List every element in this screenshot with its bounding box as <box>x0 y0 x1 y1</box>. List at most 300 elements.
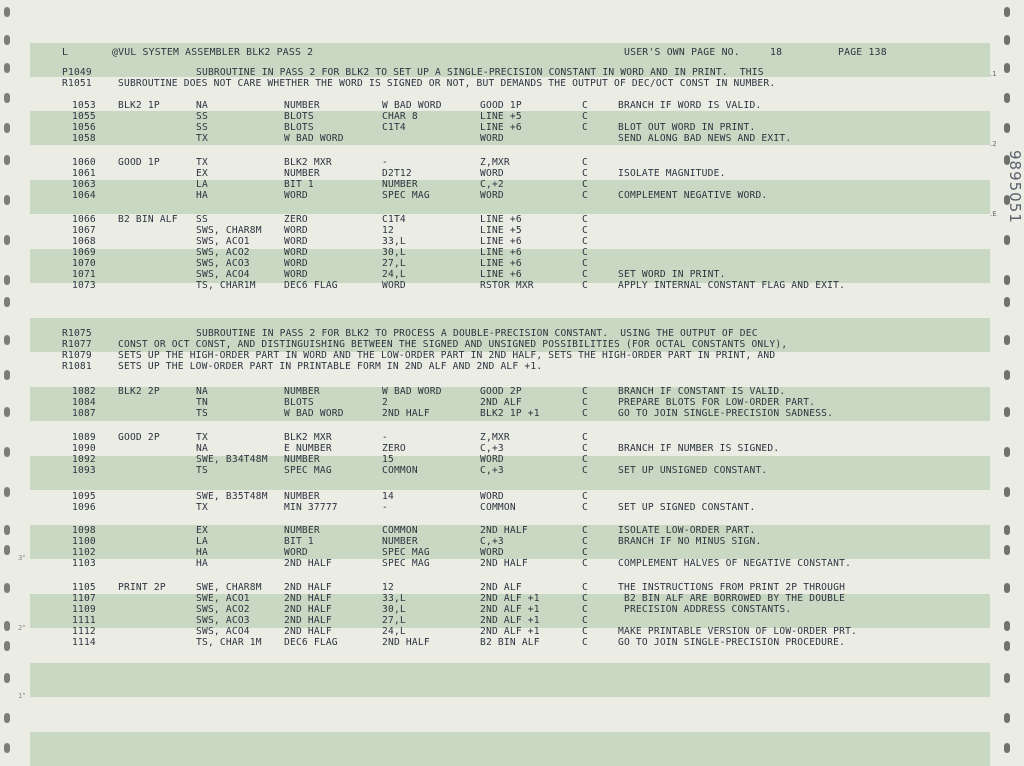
operation-field: TX <box>196 432 208 443</box>
line-number: 1070 <box>72 258 96 269</box>
operand-b: 2 <box>382 397 388 408</box>
control-flag: C <box>582 637 588 648</box>
operand-a: 2ND HALF <box>284 558 332 569</box>
operand-b: - <box>382 432 388 443</box>
operation-field: SWS, ACO3 <box>196 258 250 269</box>
operand-c: Z,MXR <box>480 432 510 443</box>
line-number: 1103 <box>72 558 96 569</box>
operand-a: NUMBER <box>284 100 320 111</box>
edge-mark: .2 <box>990 140 997 148</box>
operand-b: 14 <box>382 491 394 502</box>
operand-a: E NUMBER <box>284 443 332 454</box>
header-corner: L <box>62 47 69 58</box>
line-number: 1084 <box>72 397 96 408</box>
tractor-hole <box>1004 487 1010 497</box>
tractor-hole <box>1004 407 1010 417</box>
comment-text: SUBROUTINE IN PASS 2 FOR BLK2 TO SET UP A SINGLE-PRECISION CONSTANT IN WORD AND IN PRINT. THIS <box>196 67 764 78</box>
tractor-hole <box>1004 583 1010 593</box>
operation-field: TS <box>196 408 208 419</box>
control-flag: C <box>582 386 588 397</box>
control-flag: C <box>582 236 588 247</box>
operation-field: NA <box>196 100 208 111</box>
operand-b: 27,L <box>382 615 406 626</box>
operand-a: 2ND HALF <box>284 604 332 615</box>
operand-c: WORD <box>480 190 504 201</box>
operation-field: TX <box>196 133 208 144</box>
control-flag: C <box>582 397 588 408</box>
tractor-hole <box>4 195 10 205</box>
operand-a: WORD <box>284 225 308 236</box>
operation-field: HA <box>196 190 208 201</box>
control-flag: C <box>582 179 588 190</box>
tractor-hole <box>1004 123 1010 133</box>
operand-a: MIN 37777 <box>284 502 338 513</box>
operand-b: W BAD WORD <box>382 386 442 397</box>
operand-a: DEC6 FLAG <box>284 637 338 648</box>
control-flag: C <box>582 454 588 465</box>
operand-a: 2ND HALF <box>284 582 332 593</box>
operation-field: SWS, ACO4 <box>196 269 250 280</box>
operand-b: SPEC MAG <box>382 547 430 558</box>
operand-c: RSTOR MXR <box>480 280 534 291</box>
control-flag: C <box>582 626 588 637</box>
control-flag: C <box>582 465 588 476</box>
operation-field: SWS, CHAR8M <box>196 225 262 236</box>
control-flag: C <box>582 491 588 502</box>
line-number: 1060 <box>72 157 96 168</box>
operand-c: 2ND ALF <box>480 582 522 593</box>
operand-b: 30,L <box>382 604 406 615</box>
edge-mark: .1 <box>990 70 997 78</box>
control-flag: C <box>582 225 588 236</box>
location-field: BLK2 1P <box>118 100 160 111</box>
remarks-field: GO TO JOIN SINGLE-PRECISION SADNESS. <box>618 408 834 419</box>
operand-b: C1T4 <box>382 214 406 225</box>
line-number: 1082 <box>72 386 96 397</box>
operand-b: W BAD WORD <box>382 100 442 111</box>
tractor-hole <box>4 35 10 45</box>
operand-c: WORD <box>480 168 504 179</box>
line-number: 1068 <box>72 236 96 247</box>
operand-c: LINE +5 <box>480 111 522 122</box>
operand-b: SPEC MAG <box>382 558 430 569</box>
comment-text: SETS UP THE HIGH-ORDER PART IN WORD AND THE LOW-ORDER PART IN 2ND HALF, SETS THE HIGH-ORDER PART IN PRINT, AND <box>118 350 776 361</box>
control-flag: C <box>582 190 588 201</box>
line-number: 1090 <box>72 443 96 454</box>
line-number: 1087 <box>72 408 96 419</box>
line-number: 1069 <box>72 247 96 258</box>
operand-c: GOOD 2P <box>480 386 522 397</box>
operand-a: W BAD WORD <box>284 408 344 419</box>
operand-b: NUMBER <box>382 179 418 190</box>
tractor-hole <box>1004 297 1010 307</box>
line-number: 1056 <box>72 122 96 133</box>
operand-a: NUMBER <box>284 386 320 397</box>
remarks-field: COMPLEMENT NEGATIVE WORD. <box>618 190 768 201</box>
tractor-hole <box>4 743 10 753</box>
tractor-hole <box>1004 713 1010 723</box>
control-flag: C <box>582 582 588 593</box>
tractor-hole <box>1004 275 1010 285</box>
line-number: 1105 <box>72 582 96 593</box>
operation-field: SS <box>196 122 208 133</box>
operand-c: LINE +6 <box>480 214 522 225</box>
greenbar <box>30 663 990 697</box>
comment-text: SETS UP THE LOW-ORDER PART IN PRINTABLE FORM IN 2ND ALF AND 2ND ALF +1. <box>118 361 543 372</box>
operand-a: BIT 1 <box>284 536 314 547</box>
comment-text: SUBROUTINE IN PASS 2 FOR BLK2 TO PROCESS A DOUBLE-PRECISION CONSTANT. USING THE OUTPUT OF DEC <box>196 328 758 339</box>
line-number: 1089 <box>72 432 96 443</box>
operation-field: EX <box>196 168 208 179</box>
operation-field: SS <box>196 214 208 225</box>
line-number: 1100 <box>72 536 96 547</box>
operand-b: 15 <box>382 454 394 465</box>
operand-c: WORD <box>480 454 504 465</box>
operand-b: 33,L <box>382 236 406 247</box>
operand-b: 2ND HALF <box>382 408 430 419</box>
control-flag: C <box>582 408 588 419</box>
control-flag: C <box>582 525 588 536</box>
operand-c: 2ND HALF <box>480 525 528 536</box>
operand-a: BLOTS <box>284 111 314 122</box>
operation-field: LA <box>196 536 208 547</box>
operation-field: TS, CHAR1M <box>196 280 256 291</box>
operation-field: SWS, ACO4 <box>196 626 250 637</box>
operand-c: LINE +6 <box>480 122 522 133</box>
tractor-hole <box>4 7 10 17</box>
operand-b: NUMBER <box>382 536 418 547</box>
tractor-hole <box>1004 743 1010 753</box>
operation-field: SWS, ACO2 <box>196 604 250 615</box>
operand-b: 33,L <box>382 593 406 604</box>
tractor-hole <box>4 63 10 73</box>
operand-a: DEC6 FLAG <box>284 280 338 291</box>
remarks-field: B2 BIN ALF ARE BORROWED BY THE DOUBLE <box>618 593 846 604</box>
remarks-field: ISOLATE MAGNITUDE. <box>618 168 726 179</box>
operand-c: BLK2 1P +1 <box>480 408 540 419</box>
tractor-hole <box>4 621 10 631</box>
operand-c: C,+2 <box>480 179 504 190</box>
control-flag: C <box>582 111 588 122</box>
header-title: @VUL SYSTEM ASSEMBLER BLK2 PASS 2 <box>112 47 314 58</box>
operation-field: HA <box>196 547 208 558</box>
operand-a: WORD <box>284 258 308 269</box>
remarks-field: BLOT OUT WORD IN PRINT. <box>618 122 756 133</box>
line-number: 1092 <box>72 454 96 465</box>
tractor-hole <box>1004 673 1010 683</box>
tractor-hole <box>4 641 10 651</box>
remarks-field: COMPLEMENT HALVES OF NEGATIVE CONSTANT. <box>618 558 852 569</box>
remarks-field: THE INSTRUCTIONS FROM PRINT 2P THROUGH <box>618 582 846 593</box>
line-number: 1073 <box>72 280 96 291</box>
tractor-hole <box>1004 447 1010 457</box>
operand-c: LINE +6 <box>480 247 522 258</box>
remarks-field: SEND ALONG BAD NEWS AND EXIT. <box>618 133 792 144</box>
operand-c: 2ND ALF <box>480 397 522 408</box>
operand-a: WORD <box>284 247 308 258</box>
operation-field: SWE, B34T48M <box>196 454 268 465</box>
tractor-holes-left <box>4 0 18 759</box>
remarks-field: BRANCH IF NO MINUS SIGN. <box>618 536 762 547</box>
tractor-hole <box>4 487 10 497</box>
line-number: 1098 <box>72 525 96 536</box>
tractor-hole <box>4 297 10 307</box>
location-field: GOOD 2P <box>118 432 160 443</box>
operand-c: LINE +6 <box>480 236 522 247</box>
remarks-field: ISOLATE LOW-ORDER PART. <box>618 525 756 536</box>
operation-field: SS <box>196 111 208 122</box>
control-flag: C <box>582 536 588 547</box>
control-flag: C <box>582 558 588 569</box>
line-label: R1077 <box>62 339 92 350</box>
location-field: B2 BIN ALF <box>118 214 178 225</box>
control-flag: C <box>582 122 588 133</box>
tractor-hole <box>4 235 10 245</box>
tractor-hole <box>4 370 10 380</box>
tractor-hole <box>4 335 10 345</box>
remarks-field: BRANCH IF NUMBER IS SIGNED. <box>618 443 780 454</box>
control-flag: C <box>582 280 588 291</box>
line-number: 1064 <box>72 190 96 201</box>
control-flag: C <box>582 432 588 443</box>
control-flag: C <box>582 214 588 225</box>
remarks-field: MAKE PRINTABLE VERSION OF LOW-ORDER PRT. <box>618 626 858 637</box>
operand-c: 2ND HALF <box>480 558 528 569</box>
operation-field: SWE, CHAR8M <box>196 582 262 593</box>
operation-field: HA <box>196 558 208 569</box>
operand-b: SPEC MAG <box>382 190 430 201</box>
remarks-field: SET UP UNSIGNED CONSTANT. <box>618 465 768 476</box>
operand-c: C,+3 <box>480 536 504 547</box>
operand-b: 27,L <box>382 258 406 269</box>
operand-c: 2ND ALF +1 <box>480 593 540 604</box>
line-number: 1095 <box>72 491 96 502</box>
greenbar <box>30 732 990 766</box>
operand-b: 24,L <box>382 626 406 637</box>
tractor-hole <box>4 93 10 103</box>
page-number: PAGE 138 <box>838 47 887 58</box>
control-flag: C <box>582 547 588 558</box>
operand-a: NUMBER <box>284 168 320 179</box>
operation-field: SWE, ACO1 <box>196 593 250 604</box>
operand-a: ZERO <box>284 214 308 225</box>
remarks-field: SET WORD IN PRINT. <box>618 269 726 280</box>
tractor-holes-right <box>1004 0 1018 759</box>
line-number: 1111 <box>72 615 96 626</box>
greenbar <box>30 180 990 214</box>
tractor-hole <box>4 583 10 593</box>
operand-c: C,+3 <box>480 443 504 454</box>
control-flag: C <box>582 443 588 454</box>
operand-a: BLK2 MXR <box>284 157 332 168</box>
operand-a: WORD <box>284 236 308 247</box>
control-flag: C <box>582 168 588 179</box>
operation-field: NA <box>196 386 208 397</box>
control-flag: C <box>582 247 588 258</box>
operand-a: NUMBER <box>284 491 320 502</box>
greenbar <box>30 456 990 490</box>
tractor-hole <box>1004 370 1010 380</box>
operation-field: SWS, ACO1 <box>196 236 250 247</box>
line-number: 1055 <box>72 111 96 122</box>
user-page-label: USER'S OWN PAGE NO. <box>624 47 740 58</box>
operand-c: 2ND ALF +1 <box>480 626 540 637</box>
operand-b: WORD <box>382 280 406 291</box>
operand-b: D2T12 <box>382 168 412 179</box>
operand-a: BIT 1 <box>284 179 314 190</box>
line-number: 1107 <box>72 593 96 604</box>
comment-text: CONST OR OCT CONST, AND DISTINGUISHING BETWEEN THE SIGNED AND UNSIGNED POSSIBILITIES (FOR OCTAL CONSTANTS ONLY), <box>118 339 788 350</box>
operand-c: GOOD 1P <box>480 100 522 111</box>
line-label: R1081 <box>62 361 92 372</box>
operation-field: TX <box>196 502 208 513</box>
operand-c: Z,MXR <box>480 157 510 168</box>
tractor-hole <box>1004 335 1010 345</box>
remarks-field: GO TO JOIN SINGLE-PRECISION PROCEDURE. <box>618 637 846 648</box>
remarks-field: BRANCH IF CONSTANT IS VALID. <box>618 386 786 397</box>
tractor-hole <box>4 673 10 683</box>
operand-c: WORD <box>480 491 504 502</box>
operand-b: COMMON <box>382 465 418 476</box>
operand-a: BLOTS <box>284 397 314 408</box>
operand-b: 12 <box>382 582 394 593</box>
operand-a: BLOTS <box>284 122 314 133</box>
remarks-field: PREPARE BLOTS FOR LOW-ORDER PART. <box>618 397 816 408</box>
line-number: 1063 <box>72 179 96 190</box>
location-field: PRINT 2P <box>118 582 166 593</box>
operation-field: SWS, ACO3 <box>196 615 250 626</box>
operand-a: W BAD WORD <box>284 133 344 144</box>
line-label: R1075 <box>62 328 92 339</box>
operand-b: 24,L <box>382 269 406 280</box>
operand-c: LINE +5 <box>480 225 522 236</box>
operand-b: CHAR 8 <box>382 111 418 122</box>
margin-ruler-mark: 2" <box>18 624 26 632</box>
serial-stamp: 9895051 <box>1006 150 1024 224</box>
tractor-hole <box>4 123 10 133</box>
location-field: GOOD 1P <box>118 157 160 168</box>
control-flag: C <box>582 157 588 168</box>
location-field: BLK2 2P <box>118 386 160 397</box>
line-number: 1096 <box>72 502 96 513</box>
operand-a: WORD <box>284 190 308 201</box>
tractor-hole <box>1004 235 1010 245</box>
operand-b: ZERO <box>382 443 406 454</box>
operand-a: WORD <box>284 269 308 280</box>
operand-b: - <box>382 502 388 513</box>
line-number: 1053 <box>72 100 96 111</box>
operand-b: 30,L <box>382 247 406 258</box>
operand-a: BLK2 MXR <box>284 432 332 443</box>
operand-c: LINE +6 <box>480 269 522 280</box>
control-flag: C <box>582 269 588 280</box>
remarks-field: PRECISION ADDRESS CONSTANTS. <box>618 604 792 615</box>
operation-field: SWE, B35T48M <box>196 491 268 502</box>
control-flag: C <box>582 593 588 604</box>
tractor-hole <box>4 447 10 457</box>
operand-c: WORD <box>480 133 504 144</box>
line-label: P1049 <box>62 67 92 78</box>
operand-a: 2ND HALF <box>284 626 332 637</box>
operation-field: TX <box>196 157 208 168</box>
operand-b: 12 <box>382 225 394 236</box>
tractor-hole <box>4 407 10 417</box>
margin-ruler-mark: 1" <box>18 692 26 700</box>
tractor-hole <box>1004 35 1010 45</box>
line-number: 1067 <box>72 225 96 236</box>
operand-b: COMMON <box>382 525 418 536</box>
tractor-hole <box>1004 7 1010 17</box>
tractor-hole <box>1004 641 1010 651</box>
line-number: 1109 <box>72 604 96 615</box>
operand-c: LINE +6 <box>480 258 522 269</box>
control-flag: C <box>582 502 588 513</box>
operation-field: NA <box>196 443 208 454</box>
line-number: 1071 <box>72 269 96 280</box>
line-label: R1079 <box>62 350 92 361</box>
control-flag: C <box>582 615 588 626</box>
tractor-hole <box>1004 525 1010 535</box>
line-number: 1114 <box>72 637 96 648</box>
edge-mark: .E <box>990 210 997 218</box>
user-page-number: 18 <box>770 47 783 58</box>
operation-field: TS, CHAR 1M <box>196 637 262 648</box>
operation-field: LA <box>196 179 208 190</box>
operand-c: 2ND ALF +1 <box>480 604 540 615</box>
tractor-hole <box>1004 63 1010 73</box>
operand-a: 2ND HALF <box>284 615 332 626</box>
remarks-field: SET UP SIGNED CONSTANT. <box>618 502 756 513</box>
operand-a: 2ND HALF <box>284 593 332 604</box>
comment-text: SUBROUTINE DOES NOT CARE WHETHER THE WORD IS SIGNED OR NOT, BUT DEMANDS THE OUTPUT OF DEC/OCT CONST IN NUMBER. <box>118 78 776 89</box>
line-label: R1051 <box>62 78 92 89</box>
operand-c: WORD <box>480 547 504 558</box>
operation-field: EX <box>196 525 208 536</box>
operation-field: TN <box>196 397 208 408</box>
operation-field: SWS, ACO2 <box>196 247 250 258</box>
line-number: 1102 <box>72 547 96 558</box>
line-number: 1066 <box>72 214 96 225</box>
tractor-hole <box>4 155 10 165</box>
control-flag: C <box>582 100 588 111</box>
tractor-hole <box>4 525 10 535</box>
operand-a: SPEC MAG <box>284 465 332 476</box>
margin-ruler-mark: 3" <box>18 554 26 562</box>
tractor-hole <box>4 545 10 555</box>
line-number: 1093 <box>72 465 96 476</box>
control-flag: C <box>582 604 588 615</box>
operand-c: C,+3 <box>480 465 504 476</box>
operand-c: COMMON <box>480 502 516 513</box>
operand-a: NUMBER <box>284 454 320 465</box>
tractor-hole <box>4 275 10 285</box>
line-number: 1061 <box>72 168 96 179</box>
control-flag: C <box>582 258 588 269</box>
tractor-hole <box>4 713 10 723</box>
operand-c: B2 BIN ALF <box>480 637 540 648</box>
operand-b: - <box>382 157 388 168</box>
operand-b: C1T4 <box>382 122 406 133</box>
remarks-field: BRANCH IF WORD IS VALID. <box>618 100 762 111</box>
operand-a: NUMBER <box>284 525 320 536</box>
operand-b: 2ND HALF <box>382 637 430 648</box>
tractor-hole <box>1004 93 1010 103</box>
operand-c: 2ND ALF +1 <box>480 615 540 626</box>
line-number: 1058 <box>72 133 96 144</box>
operand-a: WORD <box>284 547 308 558</box>
operation-field: TS <box>196 465 208 476</box>
tractor-hole <box>1004 545 1010 555</box>
